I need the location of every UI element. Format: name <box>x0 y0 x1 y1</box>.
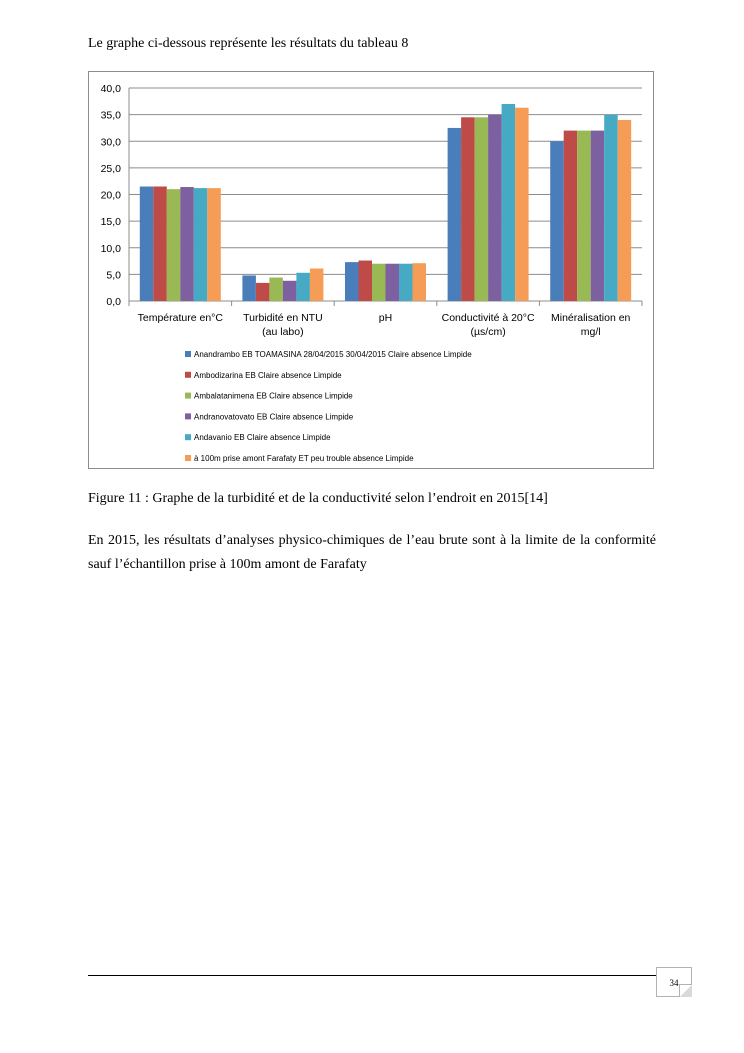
figure-caption: Figure 11 : Graphe de la turbidité et de la conductivité selon l’endroit en 2015[14] <box>88 491 548 506</box>
page-fold-icon <box>679 984 692 997</box>
bar <box>153 187 167 301</box>
x-tick-label: Conductivité à 20°C <box>441 312 535 324</box>
x-tick-label: Minéralisation en <box>551 312 631 324</box>
y-tick-label: 30,0 <box>100 136 121 149</box>
legend-label: Ambodizarina EB Claire absence Limpide <box>194 370 342 380</box>
y-tick-label: 35,0 <box>100 109 121 122</box>
x-tick-label: Température en°C <box>137 312 223 324</box>
y-tick-label: 40,0 <box>100 83 121 95</box>
x-tick-label: (au labo) <box>262 326 304 338</box>
bar <box>180 187 194 301</box>
y-tick-label: 0,0 <box>106 296 121 308</box>
page-number: 34 <box>669 978 679 988</box>
bar <box>475 117 489 301</box>
legend-label: à 100m prise amont Farafaty ET peu trouble absence Limpide <box>194 454 414 463</box>
bar <box>359 261 373 301</box>
bar <box>488 115 502 301</box>
bar <box>372 264 386 301</box>
bar <box>345 262 359 301</box>
legend-swatch <box>185 455 191 461</box>
bar <box>283 281 297 301</box>
bar <box>140 187 154 301</box>
bar <box>242 275 256 301</box>
bar <box>564 131 578 301</box>
body-paragraph: En 2015, les résultats d’analyses physico-chimiques de l’eau brute sont à la limite de la conformité sauf l’échantillon prise à 100m amont de Farafaty <box>88 533 656 572</box>
y-tick-label: 25,0 <box>100 162 121 175</box>
chart-svg <box>89 72 655 470</box>
bar <box>386 264 400 301</box>
legend-swatch <box>185 372 191 378</box>
bar-chart <box>88 71 654 469</box>
x-tick-label: pH <box>378 312 393 324</box>
bar <box>461 117 475 301</box>
legend-label: Anandrambo EB TOAMASINA 28/04/2015 30/04/2015 Claire absence Limpide <box>194 350 472 359</box>
bar <box>550 141 564 301</box>
legend-label: Andranovatovato EB Claire absence Limpide <box>194 412 354 422</box>
intro-text: Le graphe ci-dessous représente les résultats du tableau 8 <box>88 36 409 51</box>
bar <box>502 104 515 301</box>
legend-swatch <box>185 413 191 419</box>
x-tick-label: mg/l <box>580 326 601 338</box>
bar <box>448 128 462 301</box>
bar <box>207 188 221 301</box>
x-tick-label: Turbidité en NTU <box>243 312 323 324</box>
legend-swatch <box>185 434 191 440</box>
bar <box>618 120 632 301</box>
y-tick-label: 10,0 <box>100 242 121 255</box>
legend-swatch <box>185 351 191 357</box>
page-number-box <box>656 967 692 997</box>
legend-label: Andavanio EB Claire absence Limpide <box>194 433 331 443</box>
bar <box>296 273 310 301</box>
bar <box>604 115 618 301</box>
legend-swatch <box>185 393 191 399</box>
bar <box>577 131 591 301</box>
x-tick-label: (µs/cm) <box>470 326 506 338</box>
bar <box>194 188 208 301</box>
bar <box>591 131 605 301</box>
y-tick-label: 15,0 <box>100 216 121 229</box>
y-tick-label: 5,0 <box>106 269 121 282</box>
y-tick-label: 20,0 <box>100 189 121 202</box>
legend-label: Ambalatanimena EB Claire absence Limpide <box>194 391 353 401</box>
bar <box>399 264 413 301</box>
footer-rule <box>88 975 656 976</box>
bar <box>310 269 324 301</box>
bar <box>413 263 427 301</box>
bar <box>256 283 270 301</box>
bar <box>269 278 283 301</box>
bar <box>515 108 529 301</box>
bar <box>167 189 181 301</box>
